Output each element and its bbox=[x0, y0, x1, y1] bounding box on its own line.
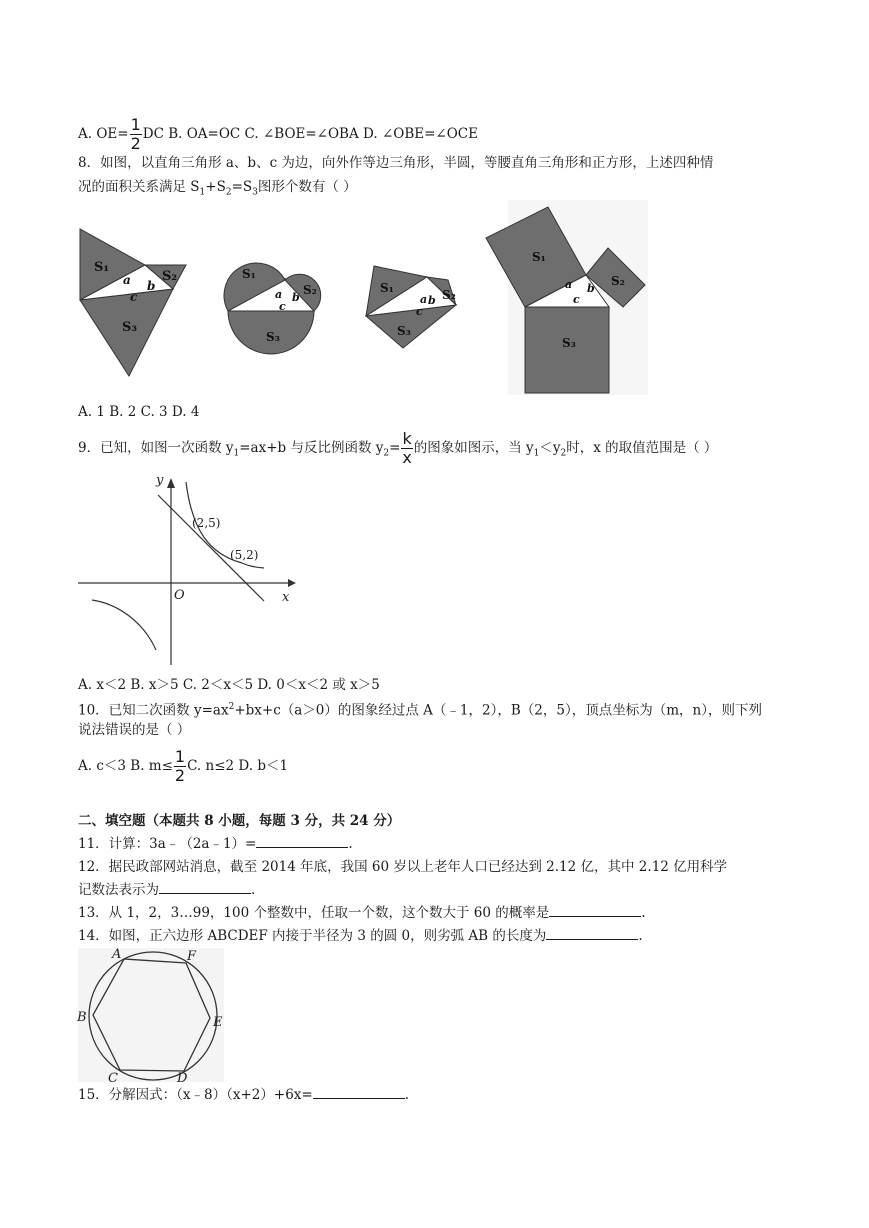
label-s2: S₂ bbox=[162, 269, 178, 284]
q15-text: 15．分解因式：（x﹣8）（x+2）+6x= bbox=[78, 1087, 313, 1103]
vertex-label-e: E bbox=[213, 1015, 223, 1030]
fraction-k-over-x bbox=[401, 431, 412, 466]
q9-text-mid2: 的图象如图示，当 y bbox=[413, 440, 534, 456]
q10-options-pre: A. c＜3 B. m≤ bbox=[78, 758, 173, 774]
vertex-label-d: D bbox=[177, 1071, 188, 1084]
label-s1: S₁ bbox=[380, 281, 394, 295]
label-s1: S₁ bbox=[532, 250, 546, 264]
q8-line2-post: 图形个数有（ ） bbox=[257, 179, 357, 195]
q10-question-line1: 10．已知二次函数 $y=ax^2+bx+c(a>0)$的图象经过点 A（﹣1，2），B（2，5），顶点坐标为（m，n），则下列 bbox=[78, 702, 762, 719]
vertex-label-c: C bbox=[108, 1071, 118, 1084]
label-b: b bbox=[587, 282, 595, 295]
q11-question bbox=[78, 834, 353, 854]
section-heading-fill-in-blank: 二、填空题（本题共 8 小题，每题 3 分，共 24 分） bbox=[78, 813, 401, 829]
q9-options: A. x＜2 B. x＞5 C. 2＜x＜5 D. 0＜x＜2 或 x＞5 bbox=[78, 677, 380, 693]
q11-text: 11．计算：3a﹣（2a﹣1）= bbox=[78, 836, 257, 852]
label-s2: S₂ bbox=[303, 283, 317, 297]
fraction-one-half bbox=[174, 749, 186, 784]
q7-option-a-text: A. OE= bbox=[78, 126, 129, 142]
q14-question bbox=[78, 926, 643, 946]
point-label-2-5: (2,5) bbox=[192, 516, 221, 530]
q7-options bbox=[78, 117, 478, 152]
label-c: c bbox=[416, 305, 423, 318]
q12-end: . bbox=[251, 882, 256, 898]
label-c: c bbox=[130, 290, 138, 304]
figure-isosceles-right-triangles bbox=[366, 266, 456, 348]
q8-line2-pre: 况的面积关系满足 S bbox=[78, 179, 200, 195]
vertex-label-a: A bbox=[112, 947, 122, 962]
label-c: c bbox=[279, 300, 286, 313]
fraction-numerator: 1 bbox=[174, 747, 186, 766]
q14-end: . bbox=[638, 928, 643, 944]
q14-text: 14．如图，正六边形 ABCDEF 内接于半径为 3 的圆 0，则劣弧 AB 的长度为 bbox=[78, 928, 547, 944]
label-a: a bbox=[420, 293, 428, 306]
fraction-one-half bbox=[130, 117, 142, 152]
q10-line1-pre: 10．已知二次函数 y=ax bbox=[78, 702, 229, 719]
x-axis-label: x bbox=[282, 590, 290, 605]
label-b: b bbox=[292, 291, 300, 304]
label-c: c bbox=[573, 293, 580, 306]
q12-question-line1: 12．据民政部网站消息，截至 2014 年底，我国 60 岁以上老年人口已经达到 2.12 亿，其中 2.12 亿用科学 bbox=[78, 859, 728, 875]
q12-answer-blank[interactable] bbox=[159, 880, 251, 894]
q11-answer-blank[interactable] bbox=[256, 834, 348, 848]
q12-question-line2 bbox=[78, 880, 255, 900]
q9-text-mid1: =ax+b 与反比例函数 y bbox=[239, 440, 384, 456]
figure-squares bbox=[486, 200, 648, 395]
label-b: b bbox=[428, 294, 436, 307]
q10-options bbox=[78, 749, 288, 784]
q9-text-pre: 9．已知，如图一次函数 y bbox=[78, 440, 234, 456]
figure-equilateral-triangles bbox=[80, 229, 186, 376]
label-s3: S₃ bbox=[266, 330, 280, 344]
label-s2: S₂ bbox=[442, 288, 456, 302]
fraction-numerator: k bbox=[402, 429, 412, 448]
label-s1: S₁ bbox=[94, 260, 110, 275]
q9-question: 9．已知，如图一次函数 $y_1=ax+b$ 与反比例函数 $y_2=$ $\frac{k}{x}$ 的图象如图示，当 $y_1<y_2$时，x 的取值范围是（ ） bbox=[78, 429, 718, 467]
q10-line1-post: +bx+c（a＞0）的图象经过点 A（﹣1，2），B（2，5），顶点坐标为（m，n），则下列 bbox=[234, 702, 762, 719]
q15-question bbox=[78, 1085, 409, 1105]
x-axis-arrow-icon bbox=[288, 579, 296, 587]
vertex-label-f: F bbox=[187, 949, 197, 964]
label-a: a bbox=[565, 278, 573, 291]
origin-label: O bbox=[174, 588, 185, 603]
q11-end: . bbox=[348, 836, 353, 852]
q13-question bbox=[78, 903, 646, 923]
q10-question-line2: 说法错误的是（ ） bbox=[78, 722, 191, 738]
y-axis-arrow-icon bbox=[167, 478, 175, 488]
label-a: a bbox=[275, 288, 283, 301]
fraction-numerator: 1 bbox=[130, 115, 141, 134]
label-b: b bbox=[147, 279, 156, 293]
label-a: a bbox=[123, 273, 131, 287]
fraction-denominator: 2 bbox=[130, 134, 141, 153]
q13-end: . bbox=[641, 905, 646, 921]
label-s3: S₃ bbox=[562, 336, 576, 350]
hyperbola-branch-third-quadrant bbox=[92, 600, 156, 650]
fraction-denominator: 2 bbox=[174, 766, 186, 785]
q10-options-post: C. n≤2 D. b＜1 bbox=[187, 758, 289, 774]
q15-end: . bbox=[404, 1087, 410, 1103]
q9-function-graph bbox=[74, 470, 304, 670]
label-s1: S₁ bbox=[242, 267, 256, 281]
q13-text: 13．从 1，2，3…99，100 个整数中，任取一个数，这个数大于 60 的概率是 bbox=[78, 905, 550, 921]
label-s3: S₃ bbox=[122, 320, 138, 335]
q13-answer-blank[interactable] bbox=[549, 903, 641, 917]
q8-figure-set bbox=[70, 200, 660, 400]
vertex-label-b: B bbox=[77, 1010, 87, 1025]
q12-line2-text: 记数法表示为 bbox=[78, 882, 159, 898]
figure-semicircles bbox=[224, 263, 321, 354]
q15-answer-blank[interactable] bbox=[313, 1085, 405, 1099]
q14-hexagon-figure bbox=[74, 946, 234, 1084]
point-label-5-2: (5,2) bbox=[230, 548, 259, 562]
q14-answer-blank[interactable] bbox=[546, 926, 638, 940]
label-s3: S₃ bbox=[397, 324, 411, 338]
q8-options: A. 1 B. 2 C. 3 D. 4 bbox=[78, 404, 200, 420]
q9-text-post: 时，x 的取值范围是（ ） bbox=[566, 440, 718, 456]
fraction-denominator: x bbox=[402, 448, 412, 467]
q7-options-rest: DC B. OA=OC C. ∠BOE=∠OBA D. ∠OBE=∠OCE bbox=[142, 126, 478, 142]
label-s2: S₂ bbox=[611, 274, 625, 288]
y-axis-label: y bbox=[156, 473, 164, 488]
q8-question-line1: 8．如图，以直角三角形 a、b、c 为边，向外作等边三角形，半圆，等腰直角三角形和正方形，上述四种情 bbox=[78, 155, 714, 171]
q8-question-line2: 况的面积关系满足 $S_1+S_2=S_3$图形个数有（ ） bbox=[78, 179, 357, 198]
